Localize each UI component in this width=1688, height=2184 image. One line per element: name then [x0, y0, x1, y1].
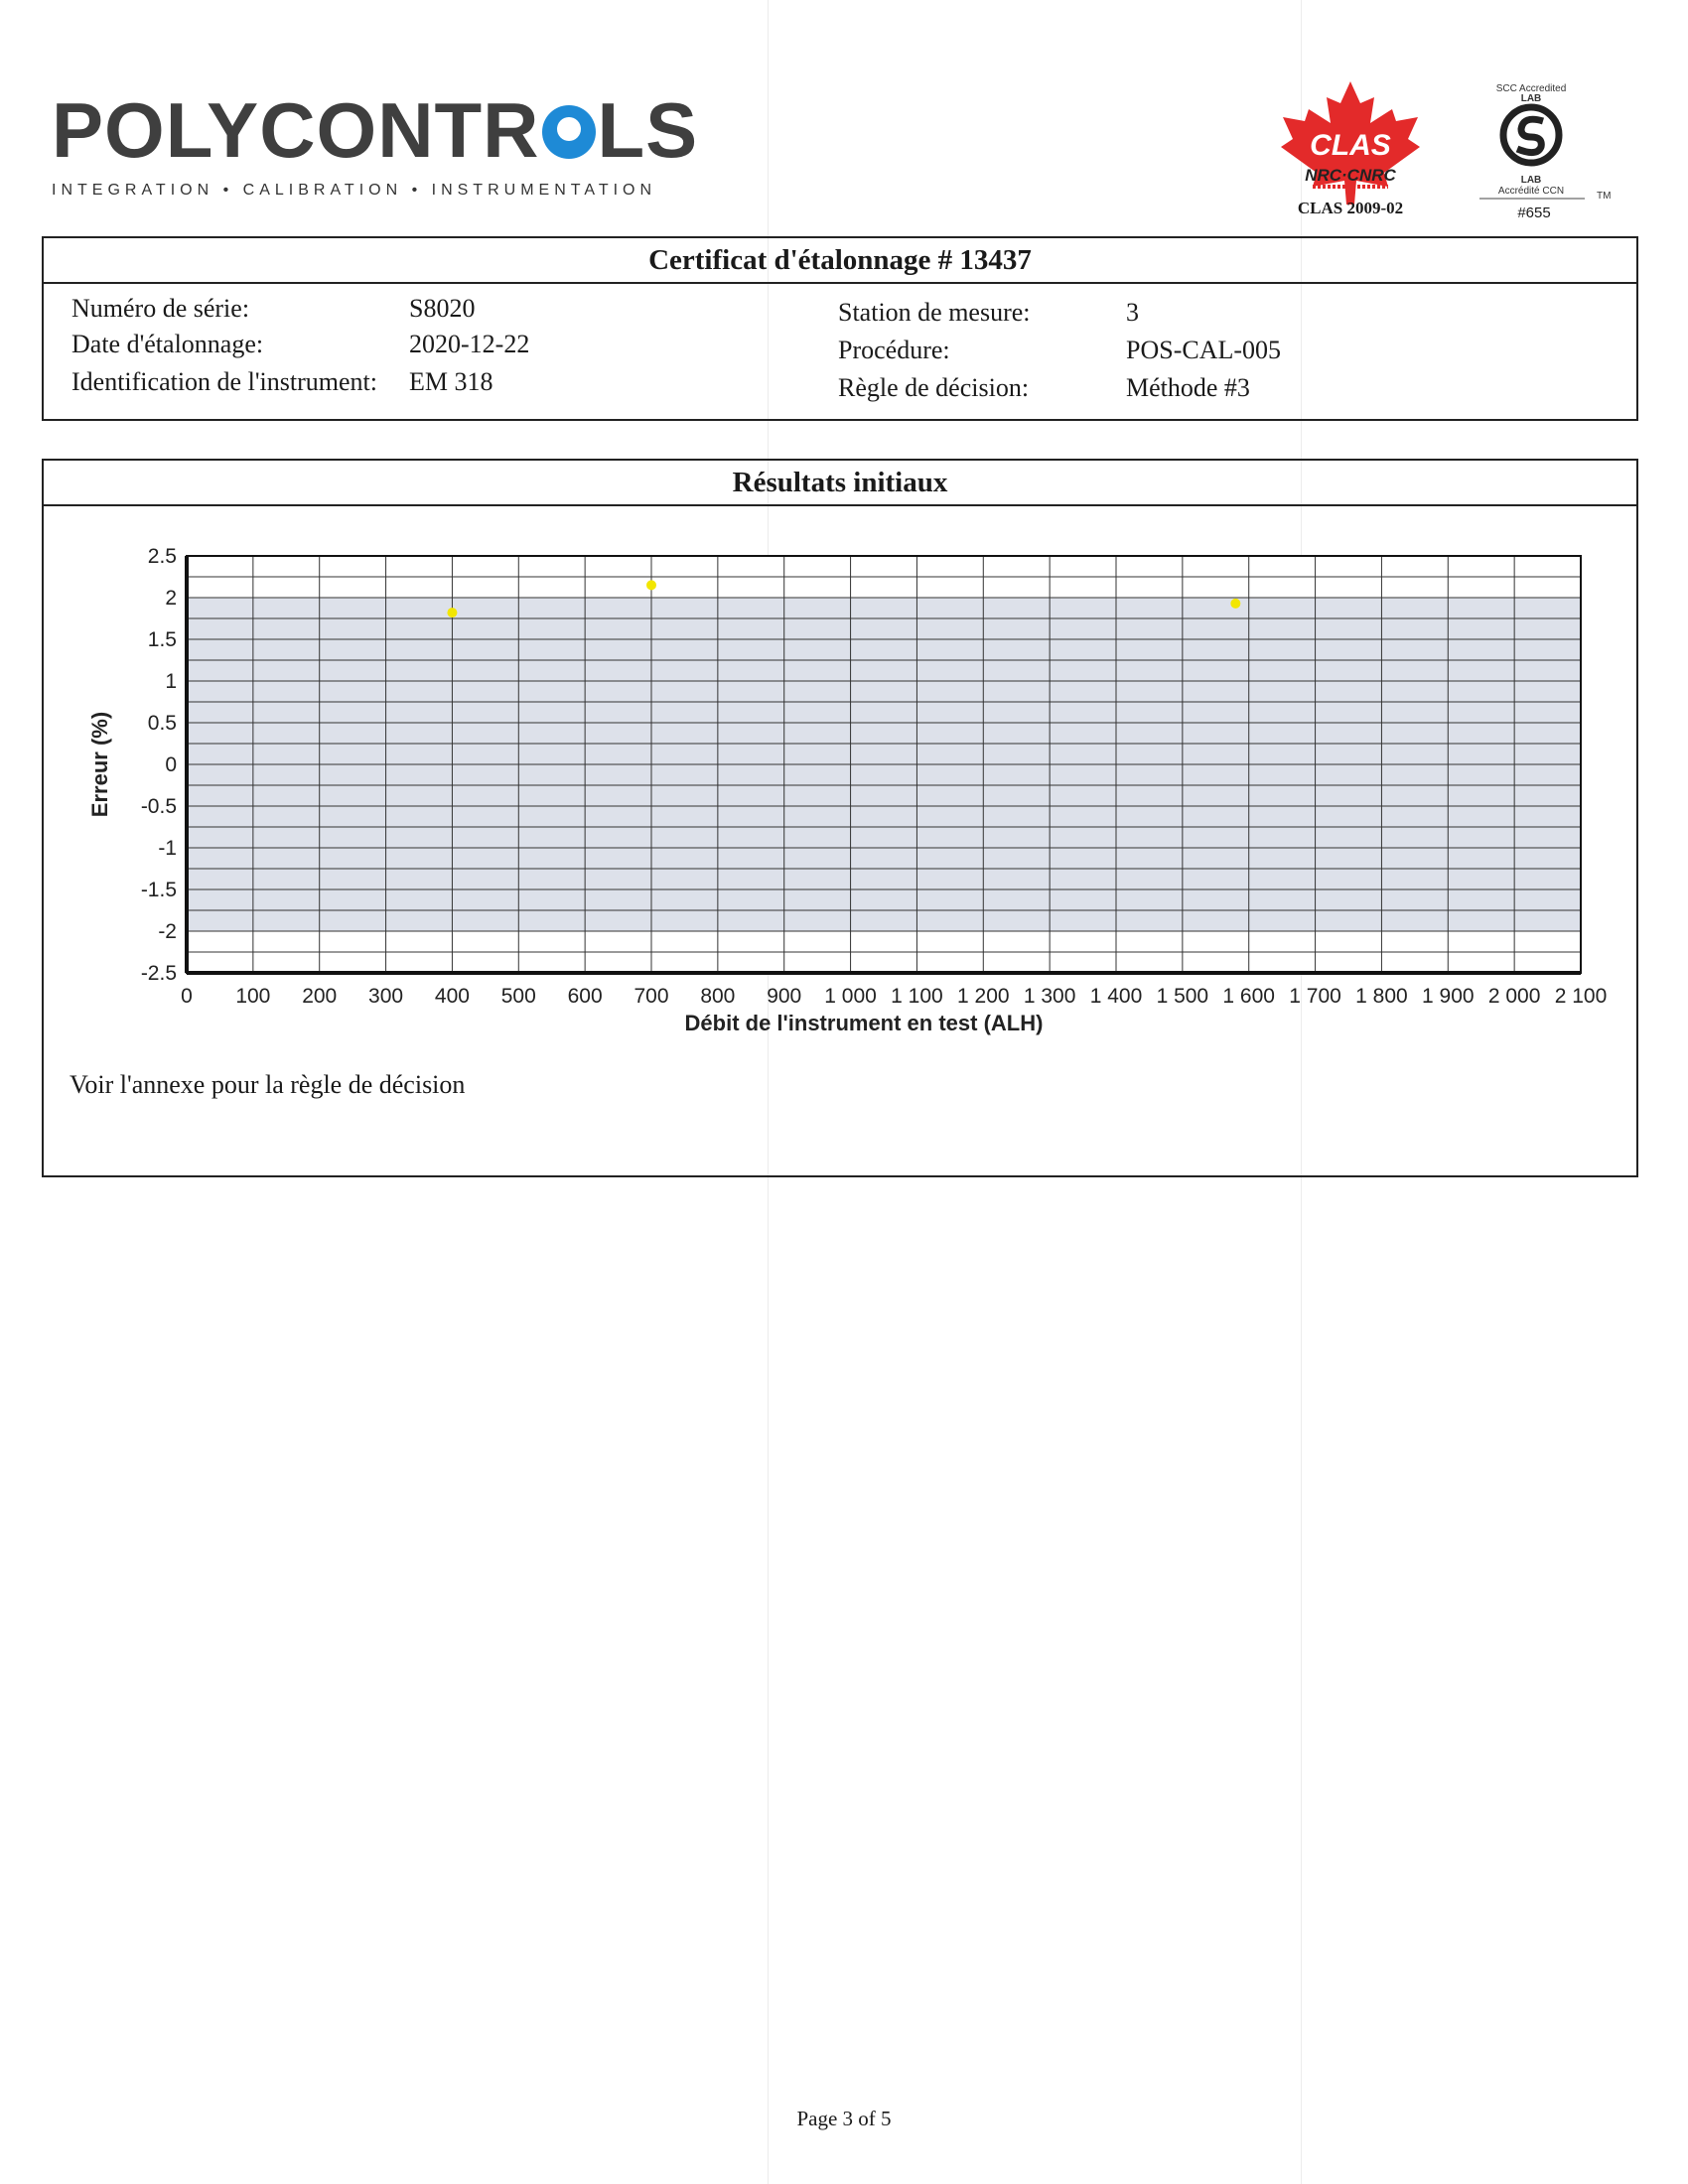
x-tick-label: 1 300 — [1023, 985, 1076, 1008]
serial-value: S8020 — [409, 294, 476, 323]
y-tick-label: 1.5 — [147, 628, 177, 651]
scc-ccn-text: Accrédité CCN — [1497, 186, 1565, 197]
clas-caption: CLAS 2009-02 — [1297, 199, 1404, 217]
x-axis-ticks — [181, 985, 1607, 1008]
x-tick-label: 1 900 — [1422, 985, 1475, 1008]
date-label: Date d'étalonnage: — [71, 330, 264, 358]
chart-grid — [187, 556, 1581, 973]
scc-lab-top: LAB — [1520, 93, 1542, 104]
clas-mark: CLAS — [1310, 129, 1391, 162]
x-tick-label: 2 000 — [1487, 985, 1541, 1008]
scc-tm: TM — [1597, 191, 1612, 202]
station-label: Station de mesure: — [838, 298, 1031, 327]
decision-rule-note: Voir l'annexe pour la règle de décision — [70, 1070, 466, 1099]
results-title: Résultats initiaux — [44, 461, 1636, 506]
company-tagline: INTEGRATION • CALIBRATION • INSTRUMENTATION — [52, 182, 657, 199]
x-tick-label: 1 700 — [1289, 985, 1341, 1008]
logo-text-right: LS — [597, 86, 699, 174]
y-tick-label: -1 — [158, 837, 177, 860]
x-tick-label: 1 100 — [891, 985, 943, 1008]
x-tick-label: 400 — [434, 985, 470, 1008]
y-tick-label: -2 — [158, 920, 177, 943]
decision-value: Méthode #3 — [1126, 373, 1250, 402]
x-tick-label: 2 100 — [1554, 985, 1608, 1008]
nrc-mark: NRC·CNRC — [1305, 166, 1396, 185]
x-tick-label: 500 — [500, 985, 536, 1008]
procedure-label: Procédure: — [838, 336, 950, 364]
y-tick-label: 2 — [165, 587, 177, 610]
scc-number: #655 — [1517, 205, 1551, 221]
certificate-title: Certificat d'étalonnage # 13437 — [44, 238, 1636, 284]
y-tick-label: -0.5 — [140, 795, 177, 818]
y-tick-label: -2.5 — [140, 962, 177, 985]
y-tick-label: -1.5 — [140, 879, 177, 901]
x-tick-label: 1 400 — [1089, 985, 1143, 1008]
data-point — [1230, 599, 1240, 609]
data-point — [447, 608, 457, 617]
x-tick-label: 1 800 — [1355, 985, 1408, 1008]
scc-top-text: SCC Accredited — [1495, 83, 1567, 94]
scc-lab-bottom: LAB — [1520, 175, 1542, 186]
data-point — [646, 580, 656, 590]
procedure-value: POS-CAL-005 — [1126, 336, 1282, 364]
logo-text-left: POLYCONTR — [52, 86, 540, 174]
instrument-label: Identification de l'instrument: — [71, 367, 377, 396]
page-number: Page 3 of 5 — [796, 2107, 892, 2130]
x-axis-label: Débit de l'instrument en test (ALH) — [684, 1011, 1044, 1035]
instrument-value: EM 318 — [409, 367, 493, 396]
x-tick-label: 1 200 — [957, 985, 1010, 1008]
y-tick-label: 2.5 — [147, 545, 177, 568]
x-tick-label: 800 — [700, 985, 736, 1008]
station-value: 3 — [1126, 298, 1139, 327]
x-tick-label: 300 — [368, 985, 404, 1008]
x-tick-label: 1 000 — [824, 985, 877, 1008]
x-tick-label: 200 — [302, 985, 338, 1008]
x-tick-label: 1 500 — [1156, 985, 1209, 1008]
serial-label: Numéro de série: — [71, 294, 250, 323]
x-tick-label: 600 — [567, 985, 603, 1008]
x-tick-label: 1 600 — [1222, 985, 1275, 1008]
decision-label: Règle de décision: — [838, 373, 1030, 402]
y-axis-label: Erreur (%) — [87, 711, 112, 818]
y-tick-label: 0.5 — [147, 712, 177, 735]
y-tick-label: 0 — [165, 753, 177, 776]
x-tick-label: 700 — [633, 985, 669, 1008]
y-tick-label: 1 — [165, 670, 177, 693]
x-tick-label: 900 — [767, 985, 802, 1008]
x-tick-label: 100 — [235, 985, 271, 1008]
y-axis-ticks — [141, 545, 177, 985]
x-tick-label: 0 — [181, 985, 193, 1008]
date-value: 2020-12-22 — [409, 330, 530, 358]
